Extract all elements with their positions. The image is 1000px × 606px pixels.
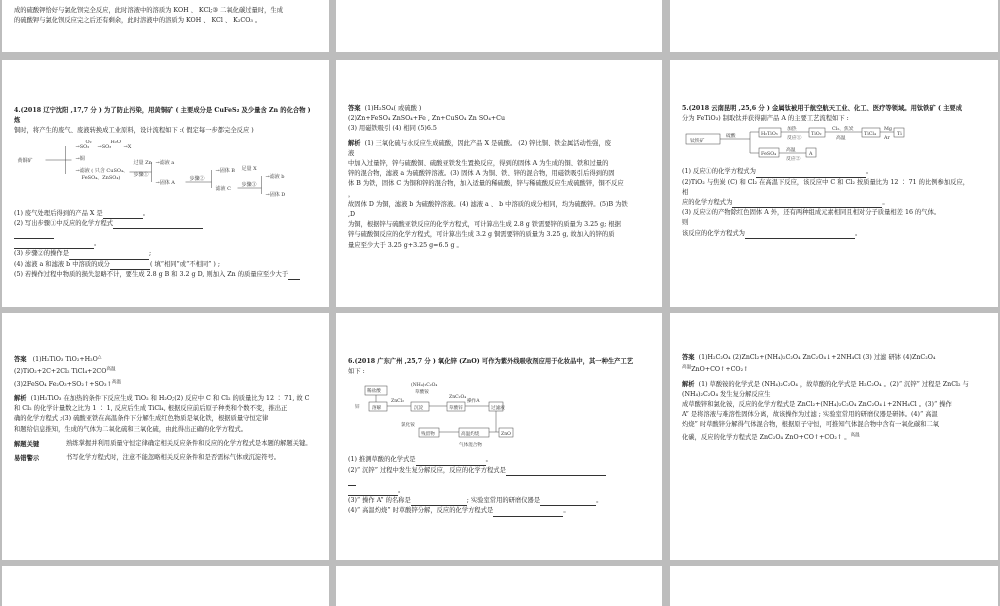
answer-blank xyxy=(288,272,300,280)
answer-blank xyxy=(69,252,149,260)
flow-label: →铜 xyxy=(75,155,85,162)
analysis-text: 灼烧” 时草酸锌分解得气体混合物，根据原子守恒，可推知气体混合物中含有一氧化碳和二氧 xyxy=(682,421,940,429)
sub-question-text: (3) 反应②的产物除红色固体 A 外，还有两种组成元素相同且相对分子质量相差 16 的气体。 xyxy=(682,209,941,217)
slide-answer-4 xyxy=(336,60,662,307)
flow-diagram-q5 xyxy=(682,126,986,164)
reaction-condition: △ xyxy=(97,355,102,360)
answer-line xyxy=(682,363,986,375)
flow-label: 残留物 xyxy=(421,432,435,438)
answer-line xyxy=(14,229,317,239)
sub-question: (1) 反应①的化学方程式为 。 xyxy=(682,167,986,177)
flow-label: 草酸铵 xyxy=(415,390,429,396)
flow-label: ZnCl₂ xyxy=(391,399,404,405)
answer-line xyxy=(14,378,317,390)
analysis-text: 锌与硫酸铜反应的化学方程式，可计算出生成 3.2 g 铜需要锌的质量为 3.25 g, 故加入的锌的质 xyxy=(348,231,615,239)
flow-diagram-q4 xyxy=(14,140,317,206)
answer-line xyxy=(348,104,650,114)
flow-label: ZnC₂O₄ xyxy=(449,395,467,401)
key-point-row xyxy=(14,439,317,449)
answer-line: 。 xyxy=(14,239,317,249)
answer-blank xyxy=(348,488,398,496)
question-title: 4.(2018 辽宁沈阳 ,17,7 分 ) 为了防止污染，用黄铜矿 ( 主要成分是 CuFeS₂ 及少量含 Zn 的化合物 ) 炼 xyxy=(14,107,311,125)
flow-label: →固体 D xyxy=(265,191,286,198)
flow-label: 过量 Zn xyxy=(133,159,152,166)
slide-bottom-left xyxy=(2,566,329,606)
answer-text: (2)Zn+FeSO₄ ZnSO₄+Fe , Zn+CuSO₄ Zn SO₄+Cu xyxy=(348,115,506,123)
flow-label: 过滤液 xyxy=(491,406,505,412)
slide-question-6 xyxy=(336,313,662,560)
flow-label: 草酸锌 xyxy=(449,406,463,412)
analysis-text: 和题给信息推知，生成的气体为二氧化硫和三氧化硫，由此得出正确的化学方程式。 xyxy=(14,425,247,433)
answer-blank xyxy=(732,200,882,208)
flow-label: ZnO xyxy=(501,432,511,438)
flow-label: 高温 xyxy=(836,136,846,142)
answer-blank xyxy=(416,458,486,466)
sub-question: (1) 推测草酸的化学式是 。 xyxy=(348,455,650,465)
sub-question-text: (5) 若操作过程中物质的损失忽略不计，要生成 2.8 g B 和 3.2 g D, 则加入 Zn 的质量应至少大于 xyxy=(14,270,289,278)
flow-label: 沉淀 xyxy=(414,406,424,412)
analysis-text: (1)H₂TiO₃ 在加热的条件下反应生成 TiO₂ 和 H₂O;(2) 反应中 C 和 Cl₂ 的质量比为 12 ∶ 71, 故 C xyxy=(30,394,310,402)
flow-label: 高温灼烧 xyxy=(461,432,480,438)
flow-label: 黄铜矿 xyxy=(17,157,33,164)
answer-blank xyxy=(113,221,203,229)
flow-label: Mg xyxy=(884,127,892,133)
analysis-line xyxy=(348,139,650,149)
sub-question-text: 相 xyxy=(682,188,689,196)
flow-label: →滤液 a xyxy=(155,159,175,166)
sub-question xyxy=(14,270,317,280)
slide-top-right xyxy=(670,0,998,52)
reaction-condition: 高温 xyxy=(106,367,116,373)
flow-label: 钛铁矿 xyxy=(690,139,705,145)
sub-question-text: (2)TiO₂ 与焦炭 (C) 和 Cl₂ 在高温下反应，该反应中 C 和 Cl₂ 按质量比为 12 ∶ 71 的比例参加反应， xyxy=(682,178,970,186)
flow-label: 操作A xyxy=(467,399,480,405)
answer-blank xyxy=(506,468,606,476)
flow-label: TiO₂ xyxy=(811,132,822,138)
flow-label: Ar xyxy=(884,136,890,142)
flow-label: 反应② xyxy=(786,157,801,163)
sub-question: 应的化学方程式为 。 xyxy=(682,198,986,208)
sub-question-text: (3)“ 操作 A” 的名称是 xyxy=(348,497,411,505)
slide-top-middle xyxy=(336,0,662,52)
sub-question xyxy=(348,466,650,476)
key-point-text: 熟练掌握并利用质量守恒定律确定相关反应条件和反应的化学方程式是本题的解题关键。 xyxy=(66,439,312,447)
flow-label: 硫酸 xyxy=(726,134,736,140)
slide-bottom-middle xyxy=(336,566,662,606)
answer-text: (1)H₂SO₄( 或硫酸 ) xyxy=(364,105,422,112)
analysis-text: 体 B 为铁，固体 C 为铜和锌的混合物，加入适量的稀硫酸，锌与稀硫酸反应生成硫酸锌，铜不反应 xyxy=(348,180,624,188)
analysis-text: 中加入过量锌，锌与硫酸铜、硫酸亚铁发生置换反应，得到的固体 A 为生成的铜、铁和过量的 xyxy=(348,160,609,168)
flow-label: →固体 B xyxy=(215,167,235,174)
flow-label: 稀盐酸 xyxy=(367,389,381,395)
flow-label: 足量 X xyxy=(241,165,257,172)
answer-blank xyxy=(411,498,467,506)
flow-diagram-q6 xyxy=(348,380,650,452)
answer-blank xyxy=(110,262,150,270)
flow-label: 滤液 C xyxy=(215,185,231,192)
flow-label: (NH₄)₂C₂O₄ xyxy=(411,383,438,389)
flow-label: 锌 xyxy=(355,405,360,411)
reaction-condition: 高温 xyxy=(111,379,121,385)
answer-line xyxy=(14,353,317,365)
analysis-text: 和 Cl₂ 的化学计量数之比为 1 ∶ 1, 反应后生成 TiCl₄, 根据反应前后原子种类和个数不变，推出正 xyxy=(14,405,288,413)
flow-label: →滤液 b xyxy=(265,173,285,180)
flow-label: →滤液 ( 只含 CuSO₄、 xyxy=(75,167,128,174)
flow-label: Cl₂、焦炭 xyxy=(832,127,854,133)
analysis-text: 量应至少大于 3.25 g+3.25 g=6.5 g 。 xyxy=(348,241,463,249)
sub-question-text: 则 xyxy=(682,219,689,227)
sub-question-text: (3) 步骤②的操作是 xyxy=(14,250,69,258)
flow-label: →固体 A xyxy=(155,179,175,186)
question-title-cont: 分为 FeTiO₃) 制取钛并获得副产品 A 的主要工艺流程如下 : xyxy=(682,115,849,123)
question-title-cont: 如下 : xyxy=(348,368,365,376)
flow-label: A xyxy=(809,152,813,158)
analysis-text: (1) 三氧化硫与水反应生成硫酸，因此产品 X 是硫酸。 (2) 锌比铜、铁金属活动性强，废 xyxy=(364,139,612,147)
flow-label: Ti xyxy=(897,132,902,138)
analysis-text: 锌的混合物，滤液 a 为硫酸锌溶液。(3) 固体 A 为铜、铁、锌的混合物，用磁铁吸引后得到的固 xyxy=(348,170,615,178)
sub-question-text: (1) 反应①的化学方程式为 xyxy=(682,168,756,176)
flow-label: 溶解 xyxy=(372,406,382,412)
slide-answer-5 xyxy=(2,313,329,560)
flow-label: 步骤③ xyxy=(241,181,257,188)
answer-text: (3) 用磁铁吸引 (4) 相同 (5)6.5 xyxy=(348,125,437,133)
flow-label: 反应① xyxy=(787,136,802,142)
sub-question-text: ( 填“相同”或“不相同” ) ; xyxy=(149,260,220,268)
answer-line xyxy=(682,431,986,443)
flow-label: 步骤① xyxy=(133,171,149,178)
answer-text: (1)H₂TiO₃ TiO₂+H₂O xyxy=(32,356,98,364)
sub-question-text: (4)“ 高温灼烧” 时草酸锌分解，反应的化学方程式是 xyxy=(348,507,494,515)
sub-question-text: (1) 废气处理后得到的产品 X 是 xyxy=(14,209,103,217)
flow-label: 加热 xyxy=(787,127,797,133)
warning-text: 书写化学方程式时，注意不能忽略相关反应条件和是否需标气体或沉淀符号。 xyxy=(66,453,281,461)
question-title-cont: 铜时，将产生的废气、废液转换成工业原料，设计流程如下 :( 假定每一步都完全反应 ) xyxy=(14,127,254,135)
sub-question: (4)“ 高温灼烧” 时草酸锌分解，反应的化学方程式是 。 xyxy=(348,506,650,516)
warning-label: 易错警示 xyxy=(14,454,40,462)
analysis-label: 解析 xyxy=(348,139,361,147)
flow-label: FeSO₄、ZnSO₄) xyxy=(81,174,121,181)
answer-text: (2)TiO₂+2C+2Cl₂ TiCl₄+2CO xyxy=(14,368,107,376)
slide-question-5 xyxy=(670,60,998,307)
analysis-text: ,D xyxy=(348,211,356,219)
sub-question-text: (2)“ 沉锌” 过程中发生复分解反应，反应的化学方程式是 xyxy=(348,466,506,474)
analysis-text: 液 xyxy=(348,149,355,157)
answer-label: 答案 xyxy=(348,105,361,112)
analysis-text: 为铜，根据锌与硫酸亚铁反应的化学方程式，可计算出生成 2.8 g 铁需要锌的质量为 3.25 g; 根据 xyxy=(348,221,621,229)
sub-question xyxy=(14,260,317,270)
sub-question-text: (2) 写出步骤①中反应的化学方程式 xyxy=(14,219,114,227)
sub-question xyxy=(14,219,317,229)
question-title: 6.(2018 广东广州 ,25,7 分 ) 氧化锌 (ZnO) 可作为紫外线吸收剂应用于化妆品中，其一种生产工艺 xyxy=(348,358,634,365)
text-line: 成的硫酸钾恰好与氯化钡完全反应，此时溶液中的溶质为 KOH 、 KCl;③ 二氧化碳过量时，生成 xyxy=(14,7,284,14)
sub-question-text: 应的化学方程式为 xyxy=(682,199,733,207)
answer-blank xyxy=(745,231,855,239)
analysis-text: ， xyxy=(348,190,355,198)
answer-label: 答案 xyxy=(682,354,695,361)
answer-blank xyxy=(756,170,866,178)
flow-label: →X xyxy=(123,143,132,150)
analysis-text: 确的化学方程式 ;(3) 硫酸亚铁在高温条件下分解生成红色物质是氧化铁，根据质量守恒定律 xyxy=(14,415,269,423)
slide-top-left xyxy=(2,0,329,52)
key-point-label: 解题关键 xyxy=(14,440,40,448)
sub-question: (1) 废气处理后得到的产品 X 是 。 xyxy=(14,209,317,219)
slide-bottom-right xyxy=(670,566,998,606)
flow-label: 气体混合物 xyxy=(459,443,482,449)
sub-question: 该反应的化学方程式为 。 xyxy=(682,229,986,239)
analysis-line xyxy=(14,394,317,404)
answer-line xyxy=(682,353,986,363)
answer-blank xyxy=(493,509,563,517)
answer-line xyxy=(348,476,650,486)
sub-question-text: 。 xyxy=(398,487,405,495)
answer-blank xyxy=(14,231,54,239)
analysis-text: 化碳，反应的化学方程式是 ZnC₂O₄ ZnO+CO↑+CO₂↑ 。 xyxy=(682,433,851,441)
analysis-label: 解析 xyxy=(682,380,695,388)
answer-text: ZnO+CO↑+CO₂↑ xyxy=(691,366,749,374)
analysis-text: 故固体 D 为铜，滤液 b 为硫酸锌溶液。(4) 滤液 a 、 b 中溶质的成分相同，均为硫酸锌。(5)B 为铁 xyxy=(348,200,628,208)
answer-text: (1)H₂C₂O₄ (2)ZnCl₂+(NH₄)₂C₂O₄ ZnC₂O₄↓+2NH₄Cl (3) 过滤 研钵 (4)ZnC₂O₄ xyxy=(698,354,936,361)
sub-question-text: (1) 推测草酸的化学式是 xyxy=(348,456,416,464)
sub-question-text: (4) 滤液 a 和滤液 b 中溶质的成分 xyxy=(14,260,110,268)
answer-text: (3)2FeSO₄ Fe₂O₃+SO₂↑+SO₃↑ xyxy=(14,380,112,388)
answer-blank xyxy=(14,241,94,249)
flow-label: FeSO₄ xyxy=(761,152,777,158)
text-line: 的硫酸钾与氯化钡反应完之后还有剩余，此时溶液中的溶质为 KOH 、 KCl 、 K₂CO₃ 。 xyxy=(14,17,262,25)
answer-blank xyxy=(348,478,356,486)
analysis-label: 解析 xyxy=(14,394,27,402)
reaction-condition: 高温 xyxy=(682,365,692,371)
question-title: 5.(2018 云南昆明 ,25,6 分 ) 金属钛被用于航空航天工业、化工、医疗等领域。用钛铁矿 ( 主要成 xyxy=(682,105,963,112)
sub-question-text: 该反应的化学方程式为 xyxy=(682,229,745,237)
answer-blank xyxy=(103,211,143,219)
sub-question-text: ; 实验室常用的研磨仪器是 xyxy=(466,497,541,505)
flow-label: TiCl₄ xyxy=(864,132,876,138)
analysis-text: (1) 草酸铵的化学式是 (NH₄)₂C₂O₄ ，故草酸的化学式是 H₂C₂O₄ 。(2)“ 沉锌” 过程是 ZnCl₂ 与 (NH₄)₂C₂O₄ 发生复分解反应生 xyxy=(682,380,969,398)
flow-label: O₂ xyxy=(85,139,92,145)
flow-label: H₂TiO₃ xyxy=(761,132,778,138)
flow-label: 步骤② xyxy=(189,175,205,182)
answer-label: 答案 xyxy=(14,356,27,364)
analysis-text: 成草酸锌和氯化铵，反应的化学方程式是 ZnCl₂+(NH₄)₂C₂O₄ ZnC₂O₄↓+2NH₄Cl 。(3)“ 操作 xyxy=(682,400,952,408)
answer-blank xyxy=(540,498,596,506)
flow-label: 氯化铵 xyxy=(401,423,415,429)
sub-question: (3) 步骤②的操作是 ; xyxy=(14,249,317,259)
slide-question-4 xyxy=(2,60,329,307)
slide-answer-6 xyxy=(670,313,998,560)
analysis-line xyxy=(682,380,986,400)
warning-row xyxy=(14,453,317,463)
sub-question: (3)“ 操作 A” 的名称是 ; 实验室常用的研磨仪器是 。 xyxy=(348,496,650,506)
flow-label: 高温 xyxy=(786,148,796,154)
analysis-text: A” 是将溶液与难溶性固体分离，故该操作为过滤 ; 实验室常用的研磨仪器是研钵。(4)“ 高温 xyxy=(682,411,938,419)
flow-label: →SO₃ xyxy=(97,143,112,150)
flow-label: →SO₂ xyxy=(75,143,90,150)
answer-line xyxy=(14,365,317,377)
reaction-condition: 高温 xyxy=(850,432,860,438)
flow-label: H₂O xyxy=(110,139,121,145)
answer-line xyxy=(348,486,650,496)
